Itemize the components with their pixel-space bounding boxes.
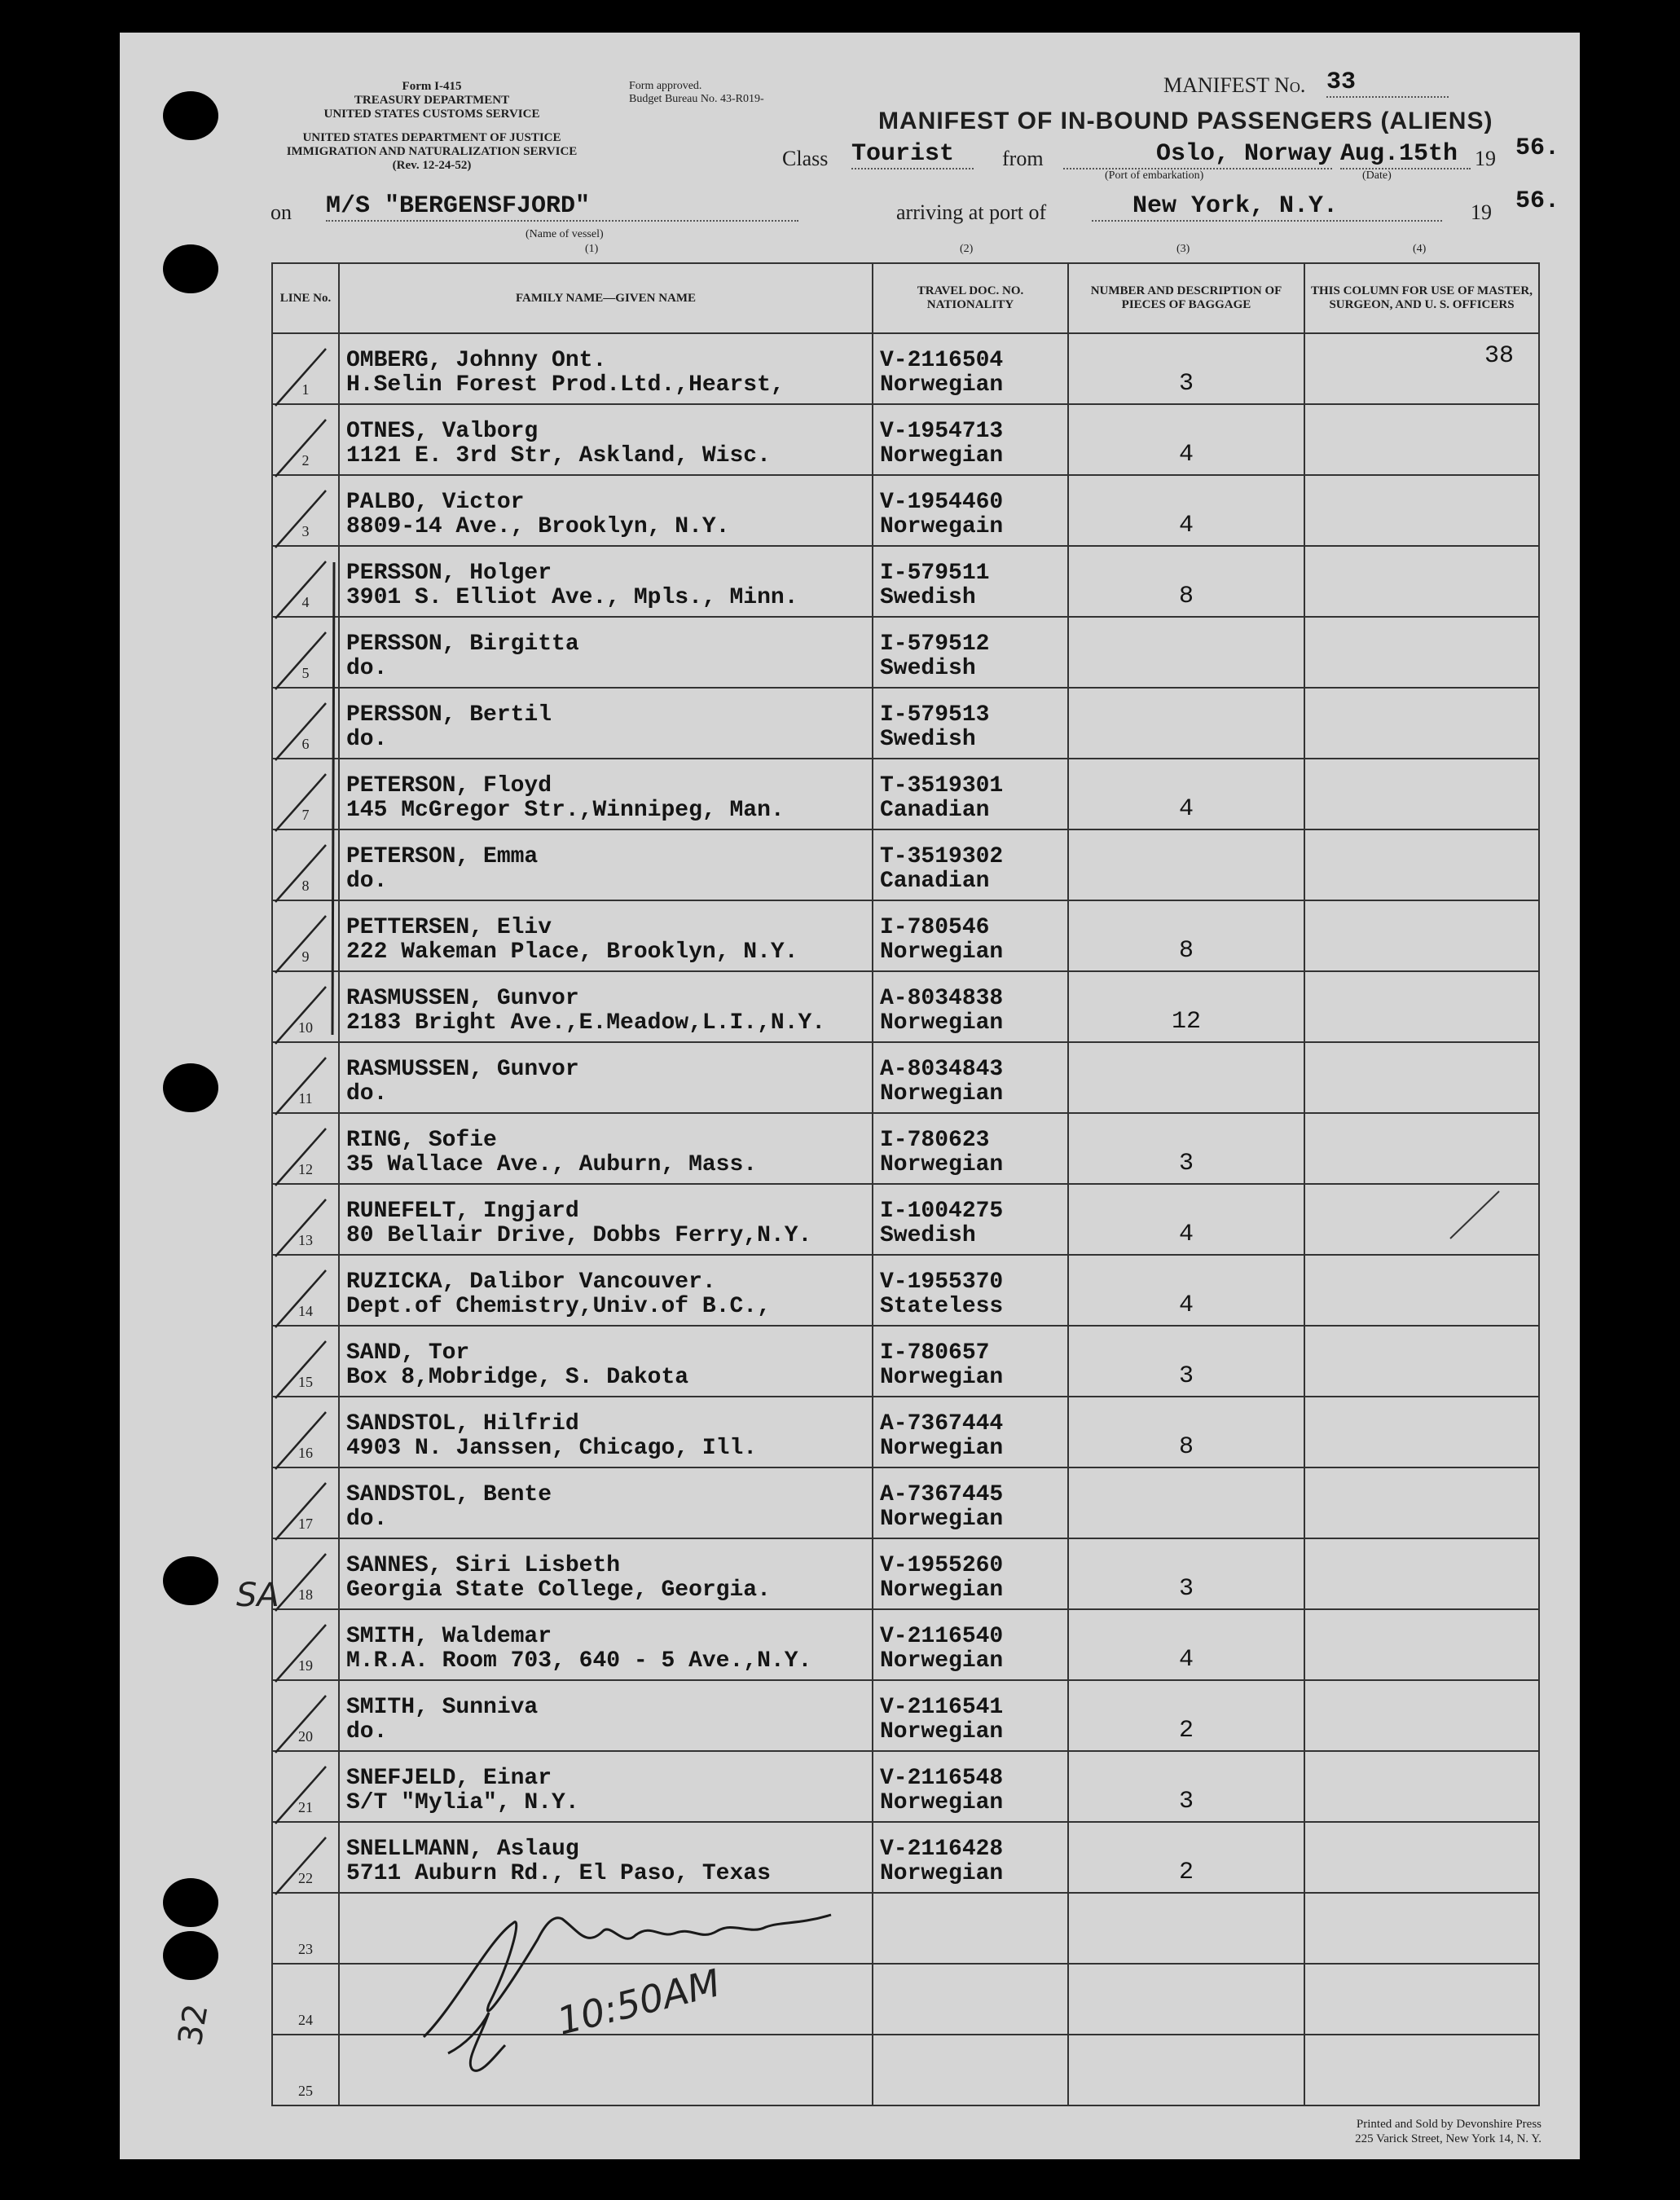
check-mark-icon (275, 1129, 326, 1186)
nationality: Stateless (880, 1294, 1004, 1319)
passenger-name: OMBERG, Johnny Ont. (346, 348, 607, 373)
passenger-address: 4903 N. Janssen, Chicago, Ill. (346, 1436, 758, 1461)
baggage-count: 3 (1178, 1362, 1194, 1390)
passenger-name: SAND, Tor (346, 1340, 470, 1366)
travel-doc-number: V-2116548 (880, 1766, 1004, 1791)
check-mark-icon (275, 1483, 326, 1540)
line-number: 15 (298, 1374, 313, 1390)
check-mark-icon (275, 632, 326, 689)
line-number: 2 (301, 452, 310, 469)
line-number: 7 (301, 807, 310, 823)
officer-note: 38 (1484, 342, 1514, 370)
line-number: 1 (301, 381, 310, 398)
line-number: 10 (298, 1019, 313, 1036)
baggage-count: 3 (1178, 1575, 1194, 1603)
baggage-count: 8 (1178, 1433, 1194, 1461)
bracket-line-icon (332, 562, 334, 1035)
port-caption: (Port of embarkation) (1105, 169, 1204, 182)
year-value-2: 56. (1515, 187, 1560, 215)
passenger-address: do. (346, 1719, 388, 1745)
passenger-address: H.Selin Forest Prod.Ltd.,Hearst, (346, 372, 785, 398)
passenger-name: SMITH, Sunniva (346, 1695, 539, 1720)
check-mark-icon (275, 845, 326, 902)
nationality: Norwegian (880, 1861, 1004, 1886)
column-header-officers: THIS COLUMN FOR USE OF MASTER, SURGEON, AND U. S. OFFICERS (1304, 263, 1539, 333)
nationality: Norwegian (880, 1152, 1004, 1177)
line-number: 3 (301, 523, 310, 539)
check-mark-icon (275, 1341, 326, 1398)
nationality: Norwegian (880, 1507, 1004, 1532)
travel-doc-number: V-2116541 (880, 1695, 1004, 1720)
baggage-count: 8 (1178, 937, 1194, 965)
check-mark-icon (275, 1625, 326, 1682)
travel-doc-number: V-2116428 (880, 1837, 1004, 1862)
printer-line-1: Printed and Sold by Devonshire Press (1356, 2118, 1541, 2131)
passenger-address: do. (346, 1507, 388, 1532)
on-label: on (270, 200, 292, 224)
printer-imprint (1141, 2117, 1541, 2146)
passenger-address: Georgia State College, Georgia. (346, 1577, 771, 1603)
passenger-name: SNELLMANN, Aslaug (346, 1837, 579, 1862)
line-number: 14 (298, 1303, 313, 1319)
line-number: 20 (298, 1728, 313, 1745)
travel-doc-number: I-780657 (880, 1340, 990, 1366)
column-number-3: (3) (1176, 243, 1190, 255)
column-number-1: (1) (585, 243, 599, 255)
nationality: Canadian (880, 869, 990, 894)
travel-doc-number: I-579512 (880, 631, 990, 657)
passenger-name: PETERSON, Emma (346, 844, 539, 869)
travel-doc-number: V-1955260 (880, 1553, 1004, 1578)
passenger-name: RASMUSSEN, Gunvor (346, 1057, 579, 1082)
travel-doc-number: A-8034838 (880, 986, 1004, 1011)
check-mark-icon (275, 703, 326, 760)
passenger-address: Dept.of Chemistry,Univ.of B.C., (346, 1294, 771, 1319)
column-header-travel-doc: TRAVEL DOC. NO. NATIONALITY (873, 263, 1068, 333)
baggage-count: 3 (1178, 370, 1194, 398)
margin-number: 32 (171, 2000, 216, 2049)
embarkation-date: Aug.15th (1340, 140, 1471, 169)
line-number: 13 (298, 1232, 313, 1248)
nationality: Norwegian (880, 443, 1004, 469)
check-mark-icon (275, 987, 326, 1044)
travel-doc-number: V-1954713 (880, 419, 1004, 444)
line-number: 23 (298, 1941, 313, 1957)
check-mark-icon (275, 1554, 326, 1611)
passenger-address: 8809-14 Ave., Brooklyn, N.Y. (346, 514, 730, 539)
line-number: 21 (298, 1799, 313, 1815)
baggage-count: 4 (1178, 795, 1194, 823)
check-mark-icon (275, 1696, 326, 1753)
vessel-name: M/S "BERGENSFJORD" (326, 192, 798, 222)
baggage-count: 4 (1178, 1646, 1194, 1674)
check-mark-icon (275, 1837, 326, 1894)
passenger-address: 3901 S. Elliot Ave., Mpls., Minn. (346, 585, 798, 610)
check-mark-icon (275, 420, 326, 477)
check-mark-icon (275, 561, 326, 618)
nationality: Swedish (880, 1223, 976, 1248)
line-number: 19 (298, 1657, 313, 1674)
nationality: Norwegian (880, 1577, 1004, 1603)
check-mark-icon (275, 1412, 326, 1469)
class-label: Class (782, 147, 829, 170)
baggage-count: 4 (1178, 1221, 1194, 1248)
class-value: Tourist (851, 140, 974, 169)
nationality: Norwegian (880, 1648, 1004, 1674)
travel-doc-number: I-1004275 (880, 1199, 1004, 1224)
margin-initials: SA (236, 1577, 279, 1614)
nationality: Norwegian (880, 1719, 1004, 1745)
nationality: Norwegian (880, 1790, 1004, 1815)
passenger-name: RUNEFELT, Ingjard (346, 1199, 579, 1224)
line-number: 4 (301, 594, 310, 610)
column-header-line: LINE No. (272, 263, 339, 333)
passenger-name: SANDSTOL, Bente (346, 1482, 552, 1507)
passenger-name: PERSSON, Birgitta (346, 631, 579, 657)
passenger-name: RING, Sofie (346, 1128, 497, 1153)
travel-doc-number: V-2116504 (880, 348, 1004, 373)
passenger-address: 1121 E. 3rd Str, Askland, Wisc. (346, 443, 771, 469)
passenger-name: RASMUSSEN, Gunvor (346, 986, 579, 1011)
line-number: 16 (298, 1445, 313, 1461)
page-title: MANIFEST OF IN-BOUND PASSENGERS (ALIENS) (878, 108, 1493, 134)
budget-bureau: Budget Bureau No. 43-R019- (629, 93, 764, 105)
baggage-count: 12 (1171, 1008, 1201, 1036)
travel-doc-number: V-1955370 (880, 1269, 1004, 1295)
form-revision: (Rev. 12-24-52) (392, 159, 472, 172)
passenger-name: SANNES, Siri Lisbeth (346, 1553, 621, 1578)
passenger-address: 80 Bellair Drive, Dobbs Ferry,N.Y. (346, 1223, 812, 1248)
line-number: 11 (298, 1090, 313, 1107)
nationality: Norwegian (880, 1010, 1004, 1036)
baggage-count: 2 (1178, 1859, 1194, 1886)
travel-doc-number: I-579511 (880, 561, 990, 586)
baggage-count: 2 (1178, 1717, 1194, 1745)
check-mark-icon (275, 1199, 326, 1256)
nationality: Swedish (880, 727, 976, 752)
baggage-count: 3 (1178, 1150, 1194, 1177)
line-number: 18 (298, 1586, 313, 1603)
passenger-name: PETTERSEN, Eliv (346, 915, 552, 940)
line-number: 9 (301, 948, 310, 965)
travel-doc-number: A-7367444 (880, 1411, 1004, 1437)
nationality: Swedish (880, 656, 976, 681)
passenger-address: 5711 Auburn Rd., El Paso, Texas (346, 1861, 771, 1886)
passenger-name: PETERSON, Floyd (346, 773, 552, 799)
nationality: Norwegian (880, 1365, 1004, 1390)
dept-treasury: TREASURY DEPARTMENT (354, 94, 510, 107)
column-number-2: (2) (960, 243, 974, 255)
manifest-number: 33 (1326, 68, 1449, 98)
line-number: 24 (298, 2012, 313, 2028)
line-number: 25 (298, 2083, 313, 2099)
column-header-name: FAMILY NAME—GIVEN NAME (339, 263, 873, 333)
from-label: from (1002, 147, 1044, 170)
nationality: Swedish (880, 585, 976, 610)
travel-doc-number: I-780546 (880, 915, 990, 940)
check-mark-icon (275, 1767, 326, 1824)
check-mark-icon (275, 491, 326, 548)
passenger-address: do. (346, 1081, 388, 1107)
year-prefix-2: 19 (1471, 200, 1492, 224)
arriving-label: arriving at port of (896, 200, 1047, 224)
line-number: 8 (301, 878, 310, 894)
dept-ins: IMMIGRATION AND NATURALIZATION SERVICE (286, 145, 578, 158)
year-value: 56. (1515, 134, 1560, 162)
passenger-address: 35 Wallace Ave., Auburn, Mass. (346, 1152, 758, 1177)
embarkation-port: Oslo, Norway (1063, 140, 1332, 169)
passenger-address: 145 McGregor Str.,Winnipeg, Man. (346, 798, 785, 823)
line-number: 22 (298, 1870, 313, 1886)
form-number: Form I-415 (402, 80, 462, 93)
baggage-count: 4 (1178, 512, 1194, 539)
line-number: 6 (301, 736, 310, 752)
travel-doc-number: V-2116540 (880, 1624, 1004, 1649)
passenger-name: PALBO, Victor (346, 490, 525, 515)
baggage-count: 3 (1178, 1788, 1194, 1815)
travel-doc-number: V-1954460 (880, 490, 1004, 515)
travel-doc-number: A-7367445 (880, 1482, 1004, 1507)
travel-doc-number: A-8034843 (880, 1057, 1004, 1082)
passenger-address: 222 Wakeman Place, Brooklyn, N.Y. (346, 939, 798, 965)
printer-line-2: 225 Varick Street, New York 14, N. Y. (1355, 2132, 1541, 2145)
arrival-port: New York, N.Y. (1092, 192, 1442, 222)
baggage-count: 8 (1178, 583, 1194, 610)
passenger-address: S/T "Mylia", N.Y. (346, 1790, 579, 1815)
column-header-baggage: NUMBER AND DESCRIPTION OF PIECES OF BAGGAGE (1068, 263, 1304, 333)
vessel-caption: (Name of vessel) (526, 228, 604, 240)
stray-mark-icon (1450, 1191, 1499, 1239)
check-mark-icon (275, 774, 326, 831)
nationality: Norwegian (880, 1081, 1004, 1107)
nationality: Norwegian (880, 1436, 1004, 1461)
line-number: 12 (298, 1161, 313, 1177)
passenger-address: do. (346, 727, 388, 752)
nationality: Norwegian (880, 939, 1004, 965)
manifest-number-label: MANIFEST No. (1163, 73, 1306, 97)
passenger-name: OTNES, Valborg (346, 419, 539, 444)
time-note: 10:50AM (552, 1960, 725, 2044)
check-mark-icon (275, 1270, 326, 1327)
form-approved: Form approved. (629, 80, 702, 92)
date-caption: (Date) (1362, 169, 1392, 182)
travel-doc-number: I-579513 (880, 702, 990, 728)
passenger-name: PERSSON, Bertil (346, 702, 552, 728)
travel-doc-number: T-3519301 (880, 773, 1004, 799)
dept-customs: UNITED STATES CUSTOMS SERVICE (323, 108, 540, 121)
check-mark-icon (275, 916, 326, 973)
passenger-name: SANDSTOL, Hilfrid (346, 1411, 579, 1437)
baggage-count: 4 (1178, 1291, 1194, 1319)
passenger-address: 2183 Bright Ave.,E.Meadow,L.I.,N.Y. (346, 1010, 826, 1036)
passenger-name: PERSSON, Holger (346, 561, 552, 586)
passenger-address: do. (346, 869, 388, 894)
travel-doc-number: I-780623 (880, 1128, 990, 1153)
check-mark-icon (275, 349, 326, 406)
dept-justice: UNITED STATES DEPARTMENT OF JUSTICE (302, 131, 561, 144)
passenger-name: SNEFJELD, Einar (346, 1766, 552, 1791)
passenger-name: RUZICKA, Dalibor Vancouver. (346, 1269, 716, 1295)
line-number: 5 (301, 665, 310, 681)
passenger-address: Box 8,Mobridge, S. Dakota (346, 1365, 689, 1390)
check-mark-icon (275, 1058, 326, 1115)
column-number-4: (4) (1413, 243, 1427, 255)
year-prefix: 19 (1475, 147, 1496, 170)
nationality: Canadian (880, 798, 990, 823)
travel-doc-number: T-3519302 (880, 844, 1004, 869)
baggage-count: 4 (1178, 441, 1194, 469)
passenger-address: do. (346, 656, 388, 681)
nationality: Norwegian (880, 372, 1004, 398)
line-number: 17 (298, 1516, 313, 1532)
passenger-name: SMITH, Waldemar (346, 1624, 552, 1649)
nationality: Norwegain (880, 514, 1004, 539)
passenger-address: M.R.A. Room 703, 640 - 5 Ave.,N.Y. (346, 1648, 812, 1674)
